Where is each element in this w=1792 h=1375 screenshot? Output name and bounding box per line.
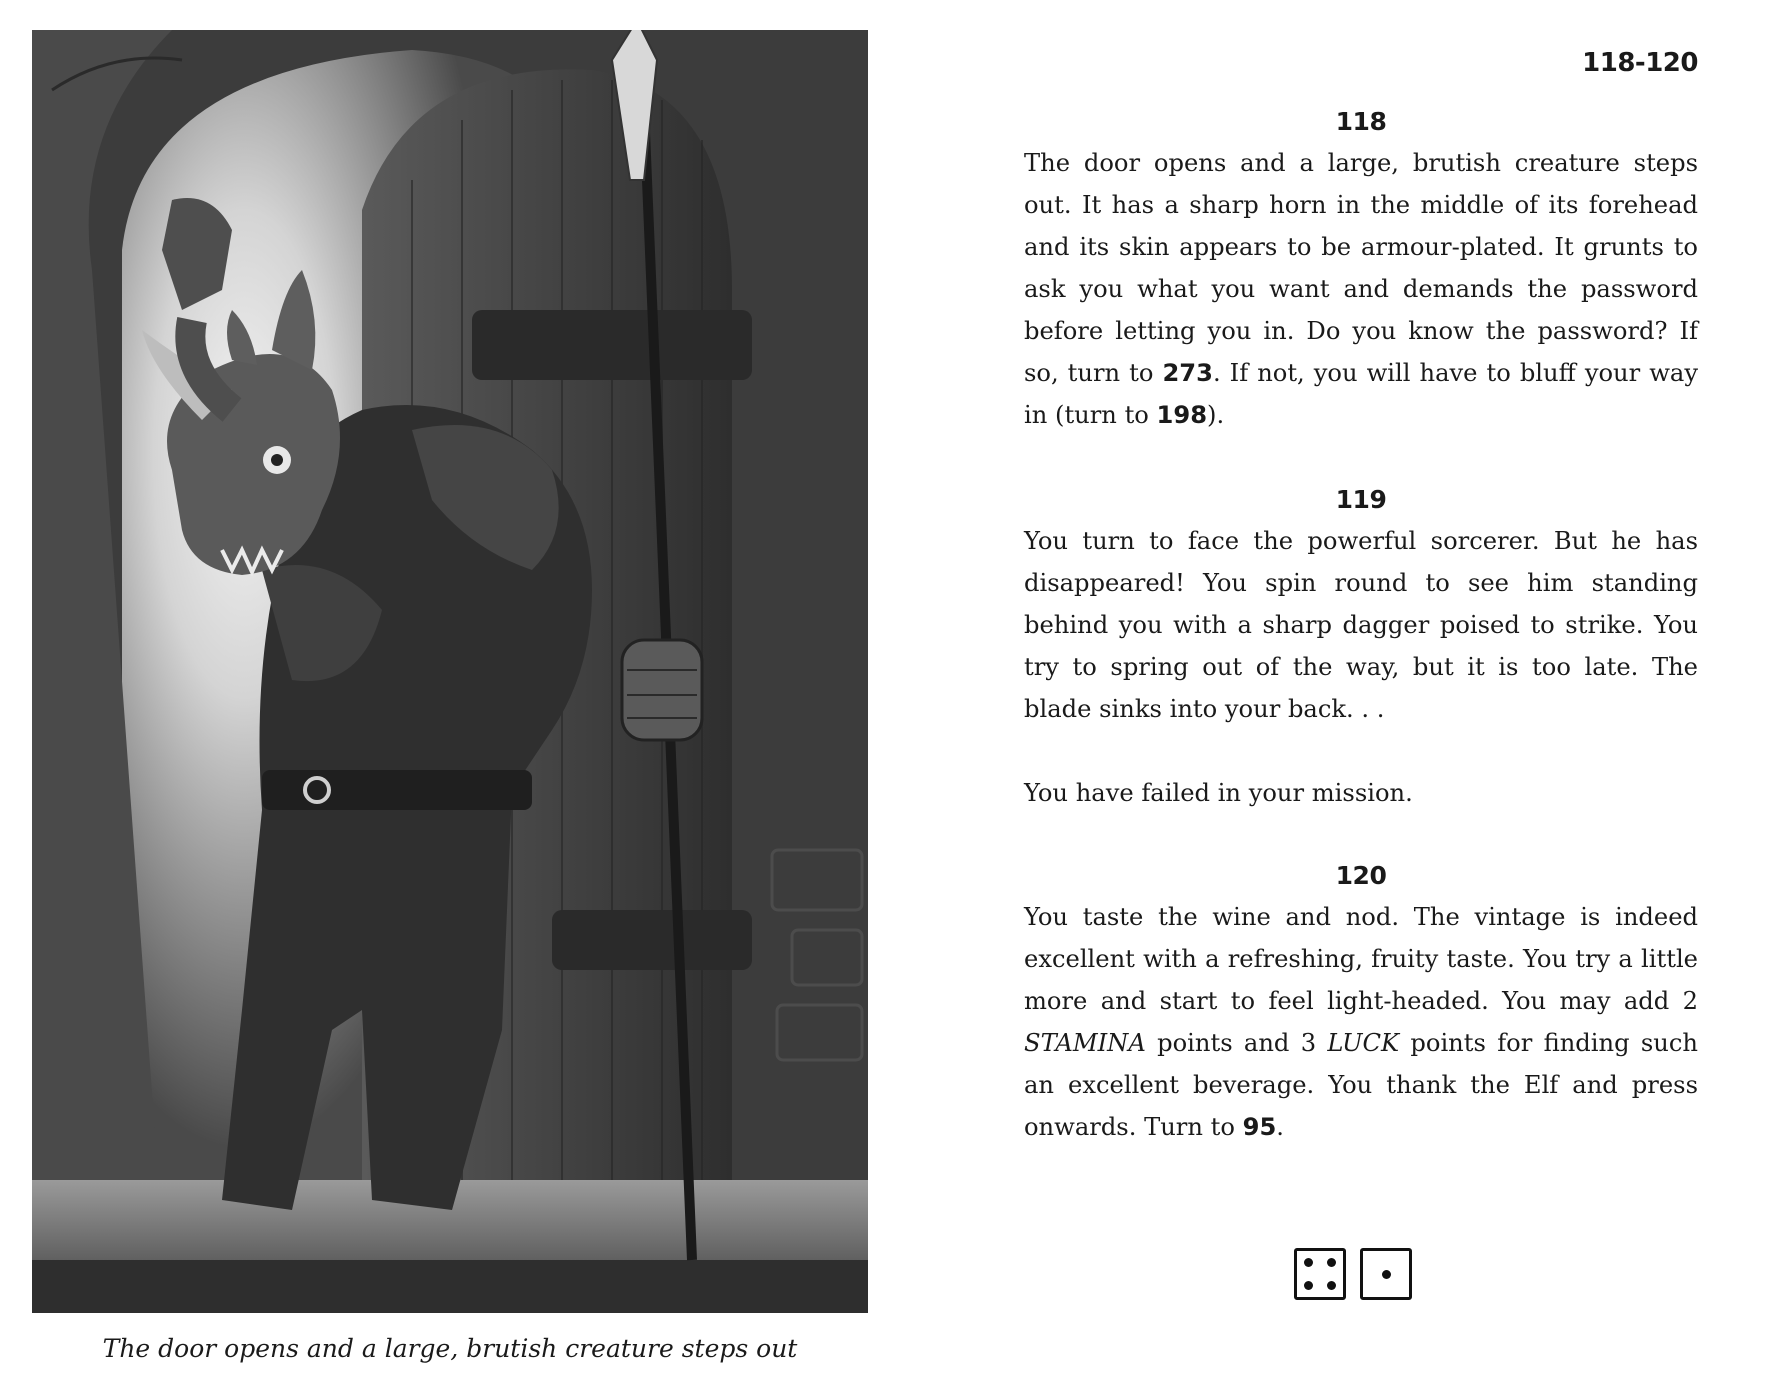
paragraph-text: You have failed in your mission. bbox=[1024, 779, 1413, 807]
section-paragraph bbox=[1024, 520, 1698, 730]
paragraph-text: . If not, you will have to bluff your way in (turn to bbox=[1024, 359, 1698, 429]
dice-pip bbox=[1304, 1281, 1313, 1290]
section-number: 120 bbox=[1335, 861, 1387, 890]
section-119 bbox=[1024, 480, 1698, 814]
section-number: 119 bbox=[1335, 485, 1387, 514]
section-body bbox=[1024, 520, 1698, 814]
section-paragraph bbox=[1024, 772, 1698, 814]
paragraph-text: points for finding such an excellent beverage. You thank the Elf and press onwards. Turn to bbox=[1024, 1029, 1698, 1141]
section-paragraph bbox=[1024, 142, 1698, 436]
section-body bbox=[1024, 896, 1698, 1148]
rhino-guard-illustration bbox=[32, 30, 868, 1313]
dice-pip bbox=[1382, 1270, 1391, 1279]
paragraph-text: You turn to face the powerful sorcerer. But he has disappeared! You spin round to see him standing behind you with a sharp dagger poised to strike. You try to spring out of the way, but it is too late. The blade sinks into your back. . . bbox=[1024, 527, 1698, 723]
dice-pip bbox=[1304, 1258, 1313, 1267]
dice-pair bbox=[1294, 1248, 1412, 1300]
dice-icon bbox=[1294, 1248, 1346, 1300]
illustration-rhino-guard bbox=[32, 30, 868, 1313]
page-range-header: 118-120 bbox=[1582, 48, 1698, 78]
section-120 bbox=[1024, 856, 1698, 1148]
dice-icon bbox=[1360, 1248, 1412, 1300]
section-118 bbox=[1024, 102, 1698, 436]
illustration-caption: The door opens and a large, brutish creature steps out bbox=[102, 1334, 798, 1363]
stat-name: LUCK bbox=[1327, 1029, 1400, 1057]
turn-to-reference: 273 bbox=[1162, 359, 1213, 387]
paragraph-text: You taste the wine and nod. The vintage is indeed excellent with a refreshing, fruity taste. You try a little more and start to feel light-headed. You may add 2 bbox=[1024, 903, 1698, 1015]
dice-pip bbox=[1327, 1281, 1336, 1290]
paragraph-text: The door opens and a large, brutish creature steps out. It has a sharp horn in the middle of its forehead and its skin appears to be armour-plated. It grunts to ask you what you want and demands the password before letting you in. Do you know the password? If so, turn to bbox=[1024, 149, 1698, 387]
dice-pip bbox=[1327, 1258, 1336, 1267]
section-body bbox=[1024, 142, 1698, 436]
paragraph-text: ). bbox=[1207, 401, 1225, 429]
turn-to-reference: 95 bbox=[1242, 1113, 1277, 1141]
paragraph-text: . bbox=[1276, 1113, 1284, 1141]
turn-to-reference: 198 bbox=[1156, 401, 1208, 429]
stat-name: STAMINA bbox=[1024, 1029, 1146, 1057]
section-paragraph bbox=[1024, 896, 1698, 1148]
paragraph-text: points and 3 bbox=[1145, 1029, 1328, 1057]
section-number: 118 bbox=[1335, 107, 1387, 136]
